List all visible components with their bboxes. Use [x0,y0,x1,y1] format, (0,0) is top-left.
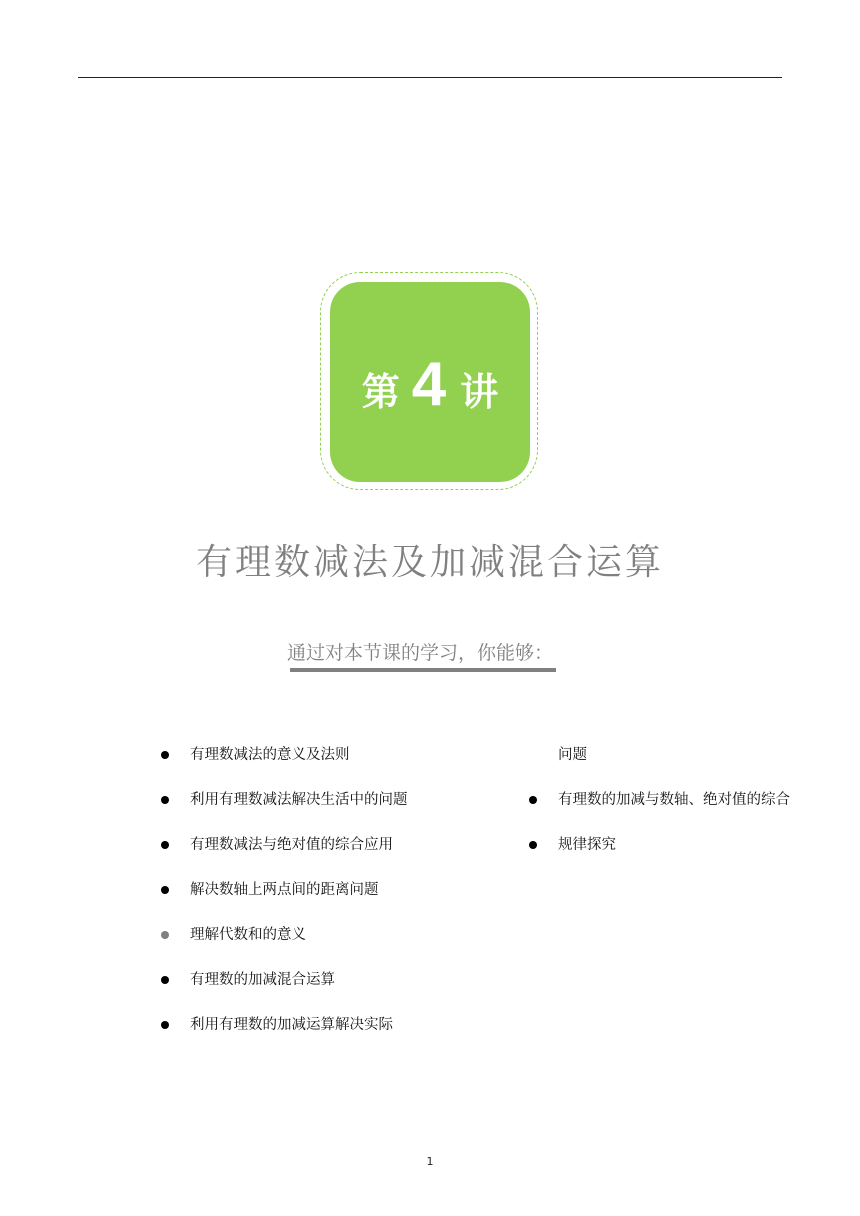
bullet-icon [161,1021,169,1029]
objective-text: 有理数减法与绝对值的综合应用 [190,837,393,853]
bullet-icon [529,796,537,804]
lecture-number: 4 [411,350,447,419]
bullet-icon [161,976,169,984]
objective-item [160,1003,432,1048]
bullet-icon [161,751,169,759]
objective-text: 有理数减法的意义及法则 [190,747,350,763]
objective-text: 利用有理数减法解决生活中的问题 [190,792,408,808]
lecture-title: 有理数减法及加减混合运算 [195,542,664,583]
page-number: 1 [426,1155,434,1168]
header-rule [78,77,782,78]
objective-text: 规律探究 [558,837,616,853]
objective-text: 利用有理数的加减运算解决实际 [190,1017,393,1033]
objective-item [160,913,432,958]
objectives-intro: 通过对本节课的学习，你能够： [286,642,553,664]
objective-text: 理解代数和的意义 [190,927,306,943]
intro-underline [290,668,556,672]
badge-suffix: 讲 [460,370,499,414]
bullet-icon [161,886,169,894]
objective-text: 解决数轴上两点间的距离问题 [190,882,379,898]
badge-prefix: 第 [361,370,400,414]
objective-item [160,823,432,868]
lecture-badge [330,282,530,482]
bullet-icon [161,931,169,939]
objective-item [160,868,432,913]
objective-text: 有理数的加减与数轴、绝对值的综合 [558,792,790,808]
objective-item [160,778,432,823]
bullet-icon [161,841,169,849]
bullet-icon [161,796,169,804]
objective-text: 问题 [558,747,587,763]
objective-text: 有理数的加减混合运算 [190,972,335,988]
objectives-right-column [528,733,790,868]
objective-item [528,778,790,823]
objective-item [160,733,432,778]
objective-continuation [528,733,790,778]
objective-item [528,823,790,868]
bullet-icon [529,841,537,849]
objective-item [160,958,432,1003]
objectives-left-column [160,733,432,1048]
